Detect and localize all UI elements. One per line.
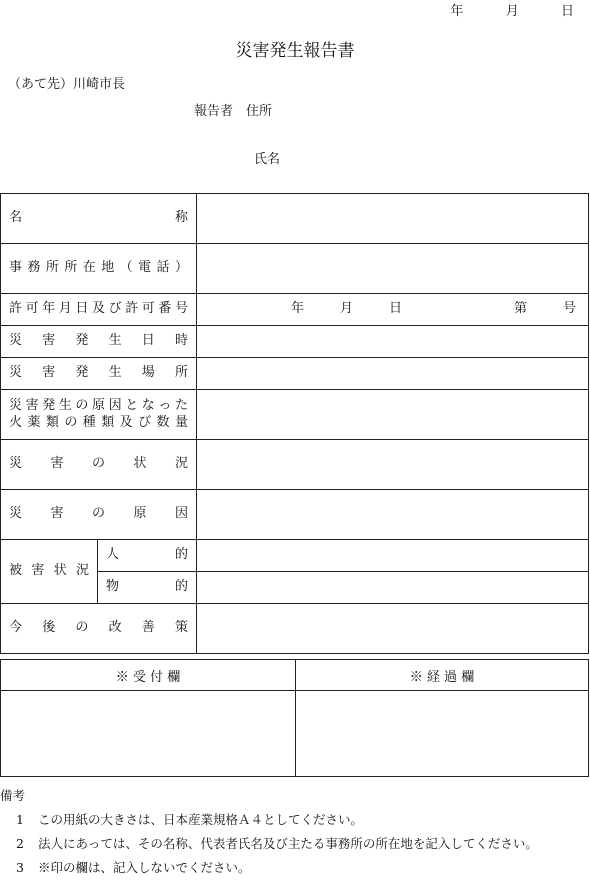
improvement-value-field[interactable] <box>197 604 589 654</box>
form-row-damage-human <box>1 540 589 572</box>
datetime-label: 災害発生日時 <box>1 326 197 358</box>
improvement-label: 今後の改善策 <box>1 604 197 654</box>
damage-label: 被害状況 <box>1 540 98 604</box>
cause-label: 災害の原因 <box>1 490 197 540</box>
form-row-name <box>1 194 589 244</box>
form-row-datetime <box>1 326 589 358</box>
form-row-situation <box>1 440 589 490</box>
note-item <box>6 808 538 832</box>
office-value-field[interactable] <box>197 244 589 294</box>
note-item <box>6 832 538 856</box>
note-text: この用紙の大きさは、日本産業規格Ａ４としてください。 <box>38 812 364 827</box>
progress-field[interactable] <box>296 691 589 777</box>
note-text: 法人にあっては、その名称、代表者氏名及び主たる事務所の所在地を記入してください。 <box>38 836 538 851</box>
place-label: 災害発生場所 <box>1 358 197 390</box>
reporter-address-label: 報告者 住所 <box>194 104 273 119</box>
received-field[interactable] <box>1 691 296 777</box>
form-row-office <box>1 244 589 294</box>
report-date <box>450 0 574 19</box>
name-value-field[interactable] <box>197 194 589 244</box>
notes-heading: 備考 <box>0 788 26 803</box>
form-row-permit <box>1 294 589 326</box>
datetime-value-field[interactable] <box>197 326 589 358</box>
permit-go: 号 <box>562 301 576 317</box>
note-number: 3 <box>16 860 24 875</box>
date-month: 月 <box>505 4 519 19</box>
damage-property-label: 物的 <box>98 572 197 604</box>
permit-day: 日 <box>388 301 402 317</box>
receipt-table <box>0 659 589 777</box>
form-row-place <box>1 358 589 390</box>
form-row-cause <box>1 490 589 540</box>
permit-label: 許可年月日及び許可番号 <box>1 294 197 326</box>
progress-column-header: ※ 経 過 欄 <box>296 660 589 691</box>
name-label: 名称 <box>1 194 197 244</box>
damage-human-label: 人的 <box>98 540 197 572</box>
notes-section <box>0 784 538 880</box>
note-text: ※印の欄は、記入しないでください。 <box>38 860 251 875</box>
note-number: 2 <box>16 836 24 851</box>
cause-explosive-line1: 災害発生の原因となった <box>9 398 189 414</box>
permit-month: 月 <box>340 301 354 317</box>
situation-value-field[interactable] <box>197 440 589 490</box>
permit-dai: 第 <box>513 301 527 317</box>
office-label: 事務所所在地（電話） <box>1 244 197 294</box>
permit-year: 年 <box>291 301 305 317</box>
place-value-field[interactable] <box>197 358 589 390</box>
received-column-header: ※ 受 付 欄 <box>1 660 296 691</box>
cause-explosive-label <box>1 390 197 440</box>
document-title: 災害発生報告書 <box>235 41 355 61</box>
report-form-table <box>0 193 589 654</box>
note-item <box>6 856 538 880</box>
addressee: （あて先）川崎市長 <box>8 77 126 92</box>
form-row-cause-explosive <box>1 390 589 440</box>
date-year: 年 <box>450 4 464 19</box>
cause-explosive-value-field[interactable] <box>197 390 589 440</box>
situation-label: 災害の状況 <box>1 440 197 490</box>
form-row-improvement <box>1 604 589 654</box>
permit-value-field[interactable] <box>197 294 589 326</box>
cause-value-field[interactable] <box>197 490 589 540</box>
reporter-name-label: 氏名 <box>254 152 281 167</box>
damage-human-value-field[interactable] <box>197 540 589 572</box>
damage-property-value-field[interactable] <box>197 572 589 604</box>
date-day: 日 <box>560 4 574 19</box>
note-number: 1 <box>16 812 24 827</box>
cause-explosive-line2: 火薬類の種類及び数量 <box>9 414 189 430</box>
